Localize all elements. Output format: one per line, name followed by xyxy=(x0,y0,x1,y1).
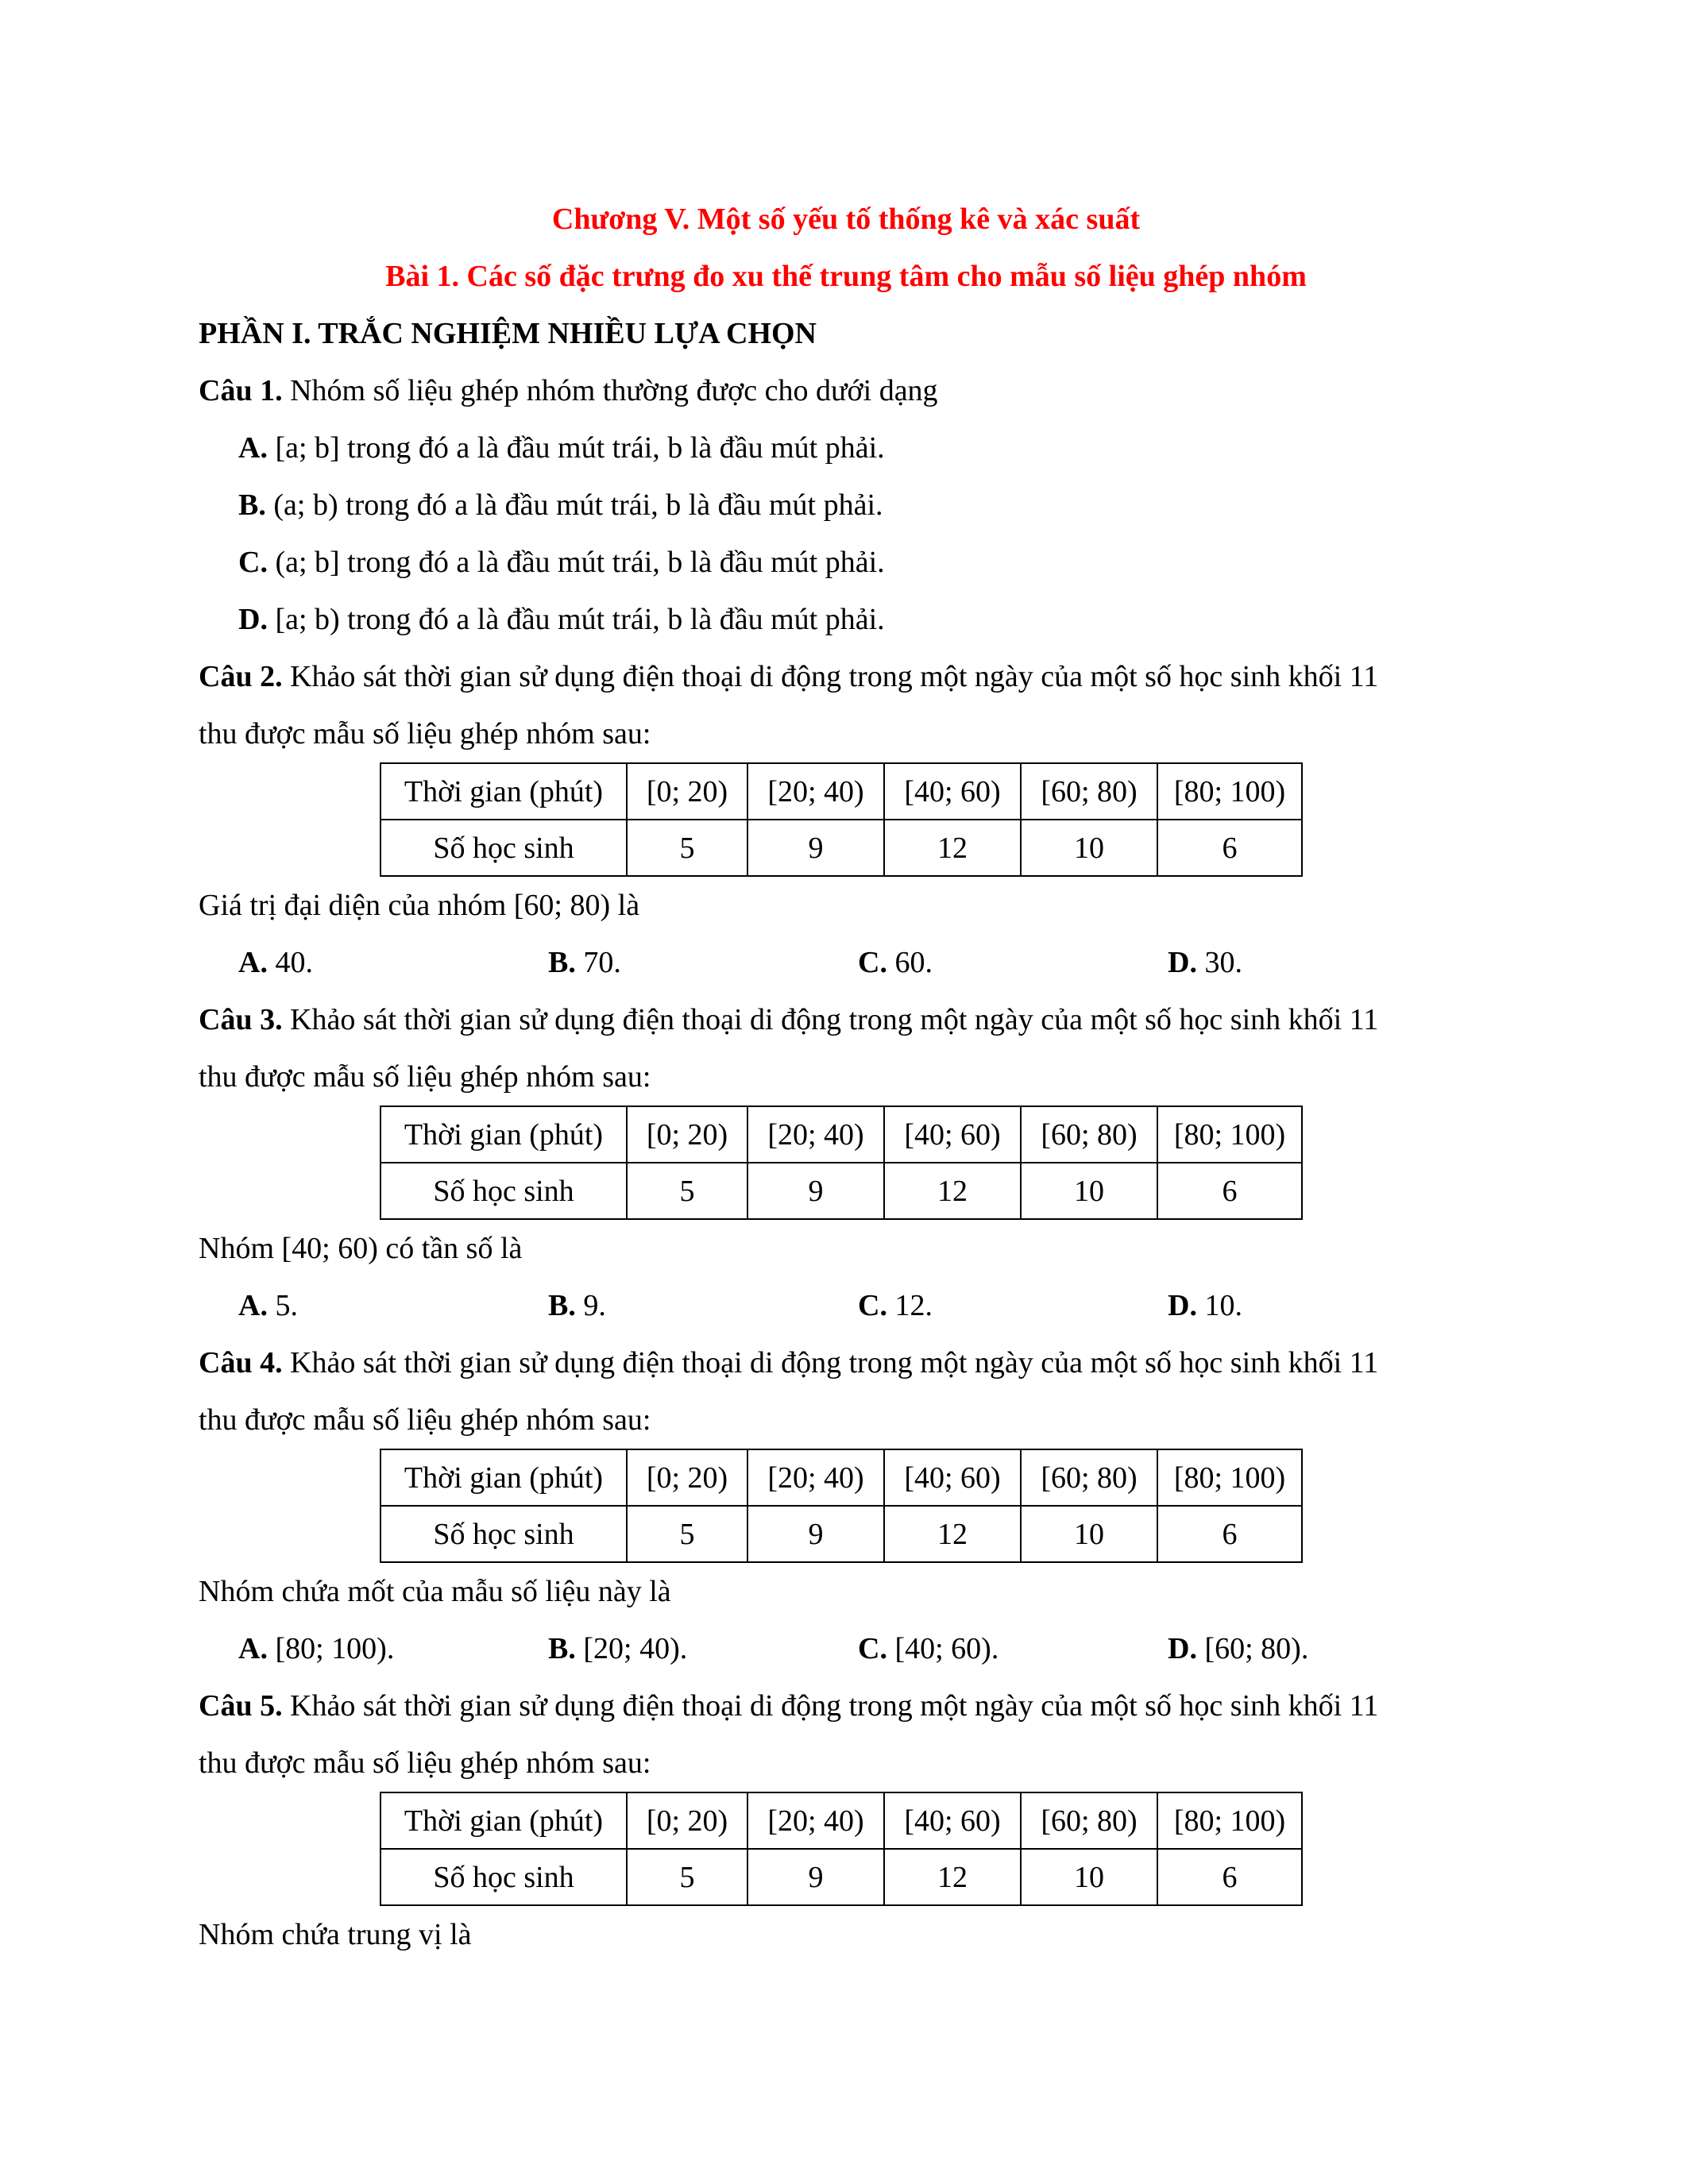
data-table-3 xyxy=(380,1106,1303,1220)
table-cell: Thời gian (phút) xyxy=(380,1106,627,1163)
table-cell: Thời gian (phút) xyxy=(380,1449,627,1506)
table-cell: [80; 100) xyxy=(1157,1449,1302,1506)
question-1-text: Nhóm số liệu ghép nhóm thường được cho dưới dạng xyxy=(282,374,938,407)
table-header-row xyxy=(380,763,1302,820)
option-text: 30. xyxy=(1196,946,1242,979)
table-header-row xyxy=(380,1449,1302,1506)
table-cell: 5 xyxy=(627,1163,747,1219)
option-label: C. xyxy=(238,546,268,579)
option-label: B. xyxy=(548,946,576,979)
table-cell: 6 xyxy=(1157,1163,1302,1219)
table-cell: 9 xyxy=(747,1506,884,1562)
question-2-intro-cont: thu được mẫu số liệu ghép nhóm sau: xyxy=(199,717,651,751)
option-text: 40. xyxy=(267,946,313,979)
option-text: 9. xyxy=(575,1289,606,1322)
option-label: C. xyxy=(858,1289,887,1322)
question-3 xyxy=(199,991,1493,1048)
option-d xyxy=(1168,1277,1477,1334)
table-cell: Số học sinh xyxy=(380,1849,627,1905)
table-header-row xyxy=(380,1106,1302,1163)
table-cell: [80; 100) xyxy=(1157,763,1302,820)
option-text: [60; 80). xyxy=(1196,1632,1309,1665)
option-c xyxy=(858,1277,1168,1334)
table-row xyxy=(380,1849,1302,1905)
data-table-2 xyxy=(380,762,1303,877)
question-3-options xyxy=(199,1277,1493,1334)
option-b xyxy=(548,1277,858,1334)
question-1-option-b xyxy=(199,477,1493,534)
table-cell: [0; 20) xyxy=(627,763,747,820)
option-label: A. xyxy=(238,946,268,979)
question-5-label: Câu 5. xyxy=(199,1689,283,1723)
table-cell: 12 xyxy=(884,1506,1021,1562)
option-label: D. xyxy=(1168,1632,1197,1665)
table-cell: 5 xyxy=(627,820,747,876)
table-cell: [40; 60) xyxy=(884,1449,1021,1506)
table-cell: [60; 80) xyxy=(1021,1449,1157,1506)
question-2-text: Giá trị đại diện của nhóm [60; 80) là xyxy=(199,889,640,922)
question-4-text: Nhóm chứa mốt của mẫu số liệu này là xyxy=(199,1575,671,1608)
table-cell: 5 xyxy=(627,1849,747,1905)
table-cell: 6 xyxy=(1157,1849,1302,1905)
question-4-label: Câu 4. xyxy=(199,1346,283,1379)
table-cell: Thời gian (phút) xyxy=(380,1792,627,1849)
option-a xyxy=(238,934,548,991)
question-4 xyxy=(199,1334,1493,1391)
table-cell: [80; 100) xyxy=(1157,1106,1302,1163)
question-1-option-d xyxy=(199,591,1493,648)
option-label: C. xyxy=(858,1632,887,1665)
table-cell: 12 xyxy=(884,1849,1021,1905)
question-1 xyxy=(199,362,1493,419)
table-cell: [20; 40) xyxy=(747,1449,884,1506)
table-cell: [60; 80) xyxy=(1021,1106,1157,1163)
table-row xyxy=(380,1163,1302,1219)
table-cell: 6 xyxy=(1157,1506,1302,1562)
question-2-options xyxy=(199,934,1493,991)
table-cell: Thời gian (phút) xyxy=(380,763,627,820)
table-cell: 10 xyxy=(1021,1506,1157,1562)
table-cell: [20; 40) xyxy=(747,1792,884,1849)
question-4-intro: Khảo sát thời gian sử dụng điện thoại di động trong một ngày của một số học sinh khối 11 xyxy=(282,1346,1379,1379)
question-3-text: Nhóm [40; 60) có tần số là xyxy=(199,1232,523,1265)
question-5 xyxy=(199,1677,1493,1734)
table-row xyxy=(380,1506,1302,1562)
question-2-intro: Khảo sát thời gian sử dụng điện thoại di động trong một ngày của một số học sinh khối 11 xyxy=(282,660,1379,693)
table-cell: Số học sinh xyxy=(380,820,627,876)
option-text: (a; b) trong đó a là đầu mút trái, b là đầu mút phải. xyxy=(265,488,883,522)
table-cell: 5 xyxy=(627,1506,747,1562)
table-cell: [40; 60) xyxy=(884,1106,1021,1163)
table-cell: [80; 100) xyxy=(1157,1792,1302,1849)
table-cell: [0; 20) xyxy=(627,1106,747,1163)
option-label: B. xyxy=(548,1632,576,1665)
option-text: [40; 60). xyxy=(886,1632,999,1665)
chapter-title: Chương V. Một số yếu tố thống kê và xác suất xyxy=(551,203,1141,236)
option-c xyxy=(858,934,1168,991)
table-cell: 10 xyxy=(1021,820,1157,876)
table-cell: 6 xyxy=(1157,820,1302,876)
table-cell: [0; 20) xyxy=(627,1792,747,1849)
option-label: D. xyxy=(1168,1289,1197,1322)
table-cell: [20; 40) xyxy=(747,763,884,820)
option-b xyxy=(548,934,858,991)
table-cell: 12 xyxy=(884,820,1021,876)
question-1-option-a xyxy=(199,419,1493,477)
option-text: (a; b] trong đó a là đầu mút trái, b là đầu mút phải. xyxy=(267,546,885,579)
table-cell: [60; 80) xyxy=(1021,763,1157,820)
option-a xyxy=(238,1620,548,1677)
table-cell: [20; 40) xyxy=(747,1106,884,1163)
option-label: D. xyxy=(238,603,268,636)
option-label: A. xyxy=(238,1289,268,1322)
document-page xyxy=(199,191,1493,1963)
option-text: [a; b) trong đó a là đầu mút trái, b là đầu mút phải. xyxy=(267,603,885,636)
table-cell: 10 xyxy=(1021,1163,1157,1219)
option-text: 10. xyxy=(1196,1289,1242,1322)
option-label: D. xyxy=(1168,946,1197,979)
option-c xyxy=(858,1620,1168,1677)
question-3-label: Câu 3. xyxy=(199,1003,283,1036)
table-cell: 10 xyxy=(1021,1849,1157,1905)
option-label: C. xyxy=(858,946,887,979)
lesson-title: Bài 1. Các số đặc trưng đo xu thế trung tâm cho mẫu số liệu ghép nhóm xyxy=(385,260,1307,293)
option-text: [a; b] trong đó a là đầu mút trái, b là đầu mút phải. xyxy=(267,431,885,465)
table-cell: 9 xyxy=(747,820,884,876)
table-cell: [40; 60) xyxy=(884,1792,1021,1849)
option-d xyxy=(1168,1620,1477,1677)
option-text: [20; 40). xyxy=(575,1632,688,1665)
option-text: 70. xyxy=(575,946,621,979)
section-heading: PHẦN I. TRẮC NGHIỆM NHIỀU LỰA CHỌN xyxy=(199,317,817,350)
question-3-intro-cont: thu được mẫu số liệu ghép nhóm sau: xyxy=(199,1060,651,1094)
table-cell: [40; 60) xyxy=(884,763,1021,820)
table-cell: 9 xyxy=(747,1163,884,1219)
question-5-intro-cont: thu được mẫu số liệu ghép nhóm sau: xyxy=(199,1746,651,1780)
question-4-options xyxy=(199,1620,1493,1677)
question-2-label: Câu 2. xyxy=(199,660,283,693)
table-header-row xyxy=(380,1792,1302,1849)
option-a xyxy=(238,1277,548,1334)
data-table-4 xyxy=(380,1449,1303,1563)
table-cell: [0; 20) xyxy=(627,1449,747,1506)
question-1-option-c xyxy=(199,534,1493,591)
table-cell: Số học sinh xyxy=(380,1163,627,1219)
table-cell: 9 xyxy=(747,1849,884,1905)
question-2 xyxy=(199,648,1493,705)
option-text: [80; 100). xyxy=(267,1632,395,1665)
option-text: 12. xyxy=(886,1289,933,1322)
question-5-intro: Khảo sát thời gian sử dụng điện thoại di động trong một ngày của một số học sinh khối 11 xyxy=(282,1689,1379,1723)
option-text: 60. xyxy=(886,946,933,979)
table-cell: Số học sinh xyxy=(380,1506,627,1562)
question-3-intro: Khảo sát thời gian sử dụng điện thoại di động trong một ngày của một số học sinh khối 11 xyxy=(282,1003,1379,1036)
question-5-text: Nhóm chứa trung vị là xyxy=(199,1918,472,1951)
option-text: 5. xyxy=(267,1289,298,1322)
option-label: B. xyxy=(238,488,266,522)
question-1-label: Câu 1. xyxy=(199,374,283,407)
option-label: A. xyxy=(238,431,268,465)
data-table-5 xyxy=(380,1792,1303,1906)
question-4-intro-cont: thu được mẫu số liệu ghép nhóm sau: xyxy=(199,1403,651,1437)
table-cell: [60; 80) xyxy=(1021,1792,1157,1849)
option-label: A. xyxy=(238,1632,268,1665)
table-row xyxy=(380,820,1302,876)
option-label: B. xyxy=(548,1289,576,1322)
option-d xyxy=(1168,934,1477,991)
option-b xyxy=(548,1620,858,1677)
table-cell: 12 xyxy=(884,1163,1021,1219)
